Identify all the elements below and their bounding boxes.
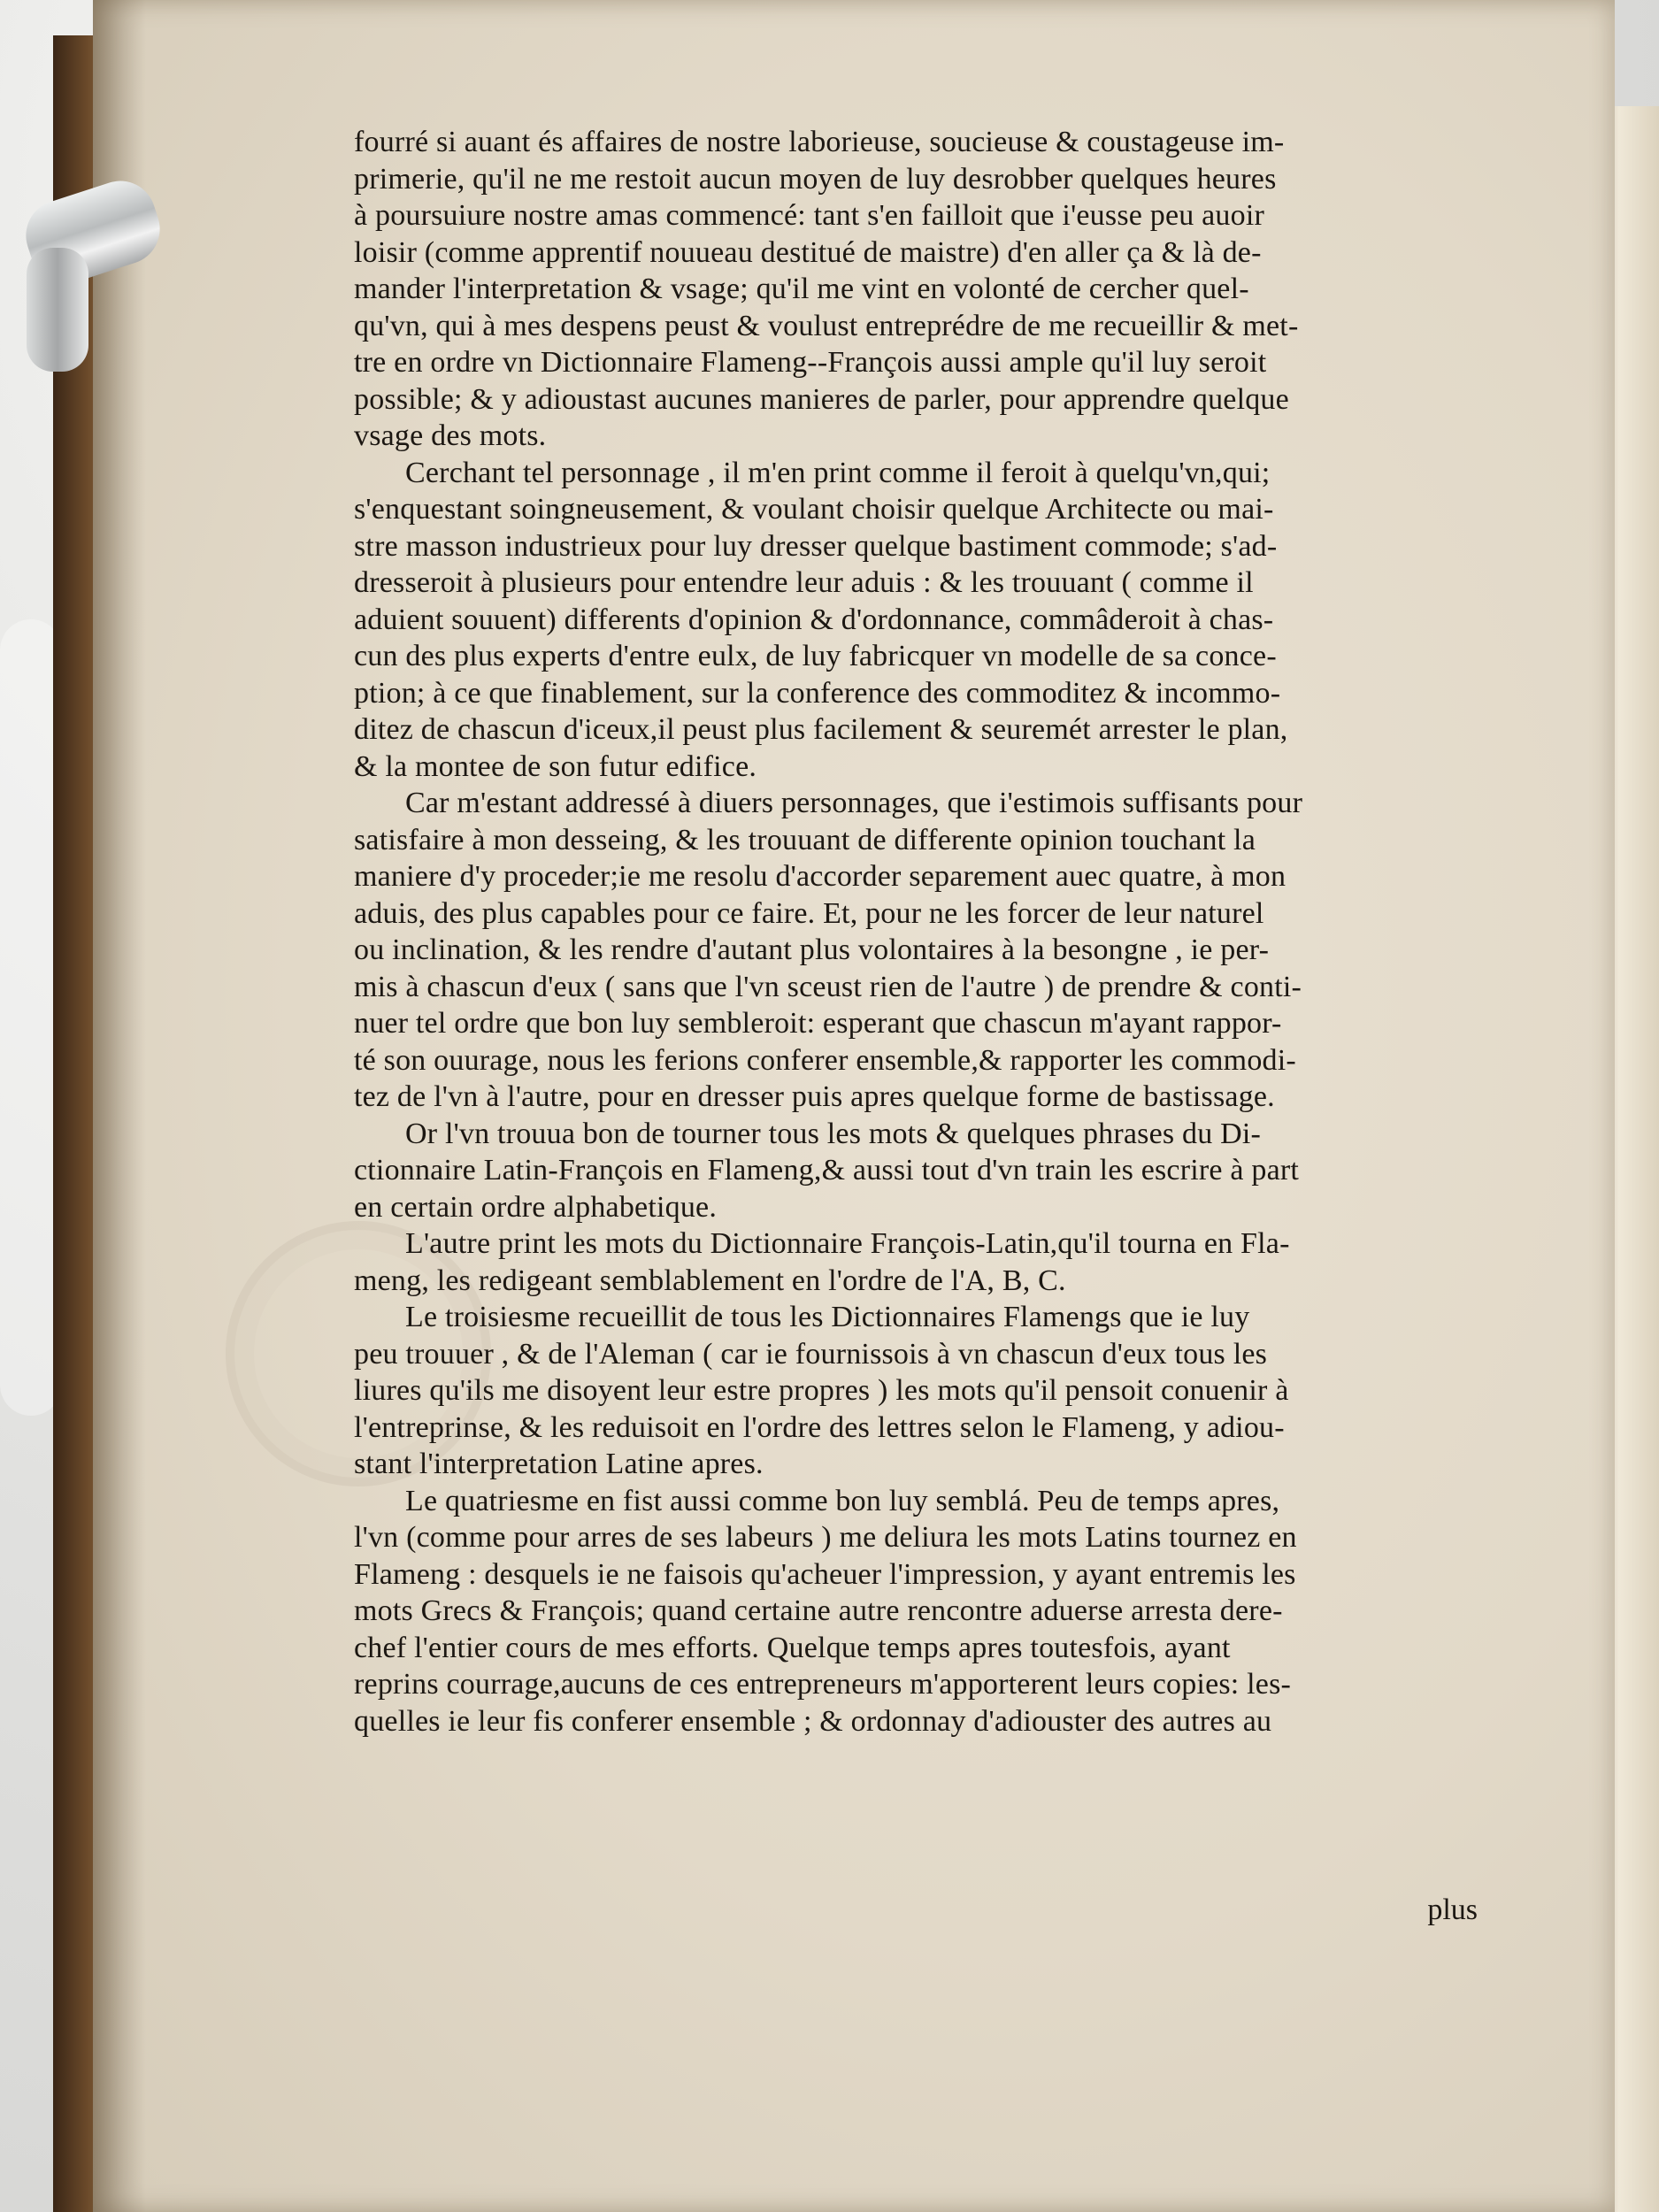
text-line: ctionnaire Latin-François en Flameng,& aussi tout d'vn train les escrire à part: [354, 1154, 1300, 1187]
text-line: Or l'vn trouua bon de tourner tous les mots & quelques phrases du Di-: [405, 1117, 1262, 1150]
text-line: ption; à ce que finablement, sur la conference des commoditez & incommo-: [354, 676, 1281, 710]
catchword: plus: [1427, 1893, 1478, 1926]
text-line: vsage des mots.: [354, 419, 547, 452]
text-line: dresseroit à plusieurs pour entendre leur aduis : & les trouuant ( comme il: [354, 566, 1254, 599]
text-line: qu'vn, qui à mes despens peust & voulust entreprédre de me recueillir & met-: [354, 309, 1299, 342]
text-line: à poursuiure nostre amas commencé: tant s'en failloit que i'eusse peu auoir: [354, 199, 1264, 232]
paragraph: [354, 455, 1478, 786]
text-line: L'autre print les mots du Dictionnaire François-Latin,qu'il tourna en Fla-: [405, 1227, 1290, 1260]
text-line: mots Grecs & François; quand certaine autre rencontre aduerse arresta dere-: [354, 1594, 1283, 1627]
text-line: nuer tel ordre que bon luy sembleroit: esperant que chascun m'ayant rappor-: [354, 1007, 1282, 1040]
paragraph: [354, 124, 1478, 455]
text-line: meng, les redigeant semblablement en l'ordre de l'A, B, C.: [354, 1263, 1066, 1297]
text-line: & la montee de son futur edifice.: [354, 749, 757, 783]
paragraph: [354, 1225, 1478, 1299]
paragraph: [354, 785, 1478, 1116]
text-line: Le troisiesme recueillit de tous les Dictionnaires Flamengs que ie luy: [405, 1301, 1250, 1333]
paragraph: [354, 1116, 1478, 1226]
text-line: satisfaire à mon desseing, & les trouuant de differente opinion touchant la: [354, 823, 1256, 856]
text-line: quelles ie leur fis conferer ensemble ; & ordonnay d'adiouster des autres au: [354, 1704, 1272, 1738]
text-line: s'enquestant soingneusement, & voulant choisir quelque Architecte ou mai-: [354, 493, 1274, 526]
text-line: Car m'estant addressé à diuers personnages, que i'estimois suffisants pour: [405, 787, 1303, 819]
text-line: Cerchant tel personnage , il m'en print comme il feroit à quelqu'vn,qui;: [405, 456, 1271, 489]
text-line: l'entreprinse, & les reduisoit en l'ordre des lettres selon le Flameng, y adiou-: [354, 1410, 1285, 1444]
text-line: Le quatriesme en fist aussi comme bon luy semblá. Peu de temps apres,: [405, 1484, 1280, 1517]
paragraph: [354, 1483, 1478, 1740]
text-line: tre en ordre vn Dictionnaire Flameng--François aussi ample qu'il luy seroit: [354, 346, 1267, 379]
text-line: possible; & y adioustast aucunes manieres de parler, pour apprendre quelque: [354, 382, 1289, 416]
text-line: chef l'entier cours de mes efforts. Quelque temps apres toutesfois, ayant: [354, 1631, 1231, 1664]
text-line: en certain ordre alphabetique.: [354, 1190, 718, 1224]
ribbon-cord: [27, 248, 88, 372]
text-line: ou inclination, & les rendre d'autant plus volontaires à la besongne , ie per-: [354, 933, 1270, 966]
text-line: tez de l'vn à l'autre, pour en dresser puis apres quelque forme de bastissage.: [354, 1080, 1275, 1113]
text-line: aduis, des plus capables pour ce faire. Et, pour ne les forcer de leur naturel: [354, 896, 1264, 930]
text-line: primerie, qu'il ne me restoit aucun moyen de luy desrobber quelques heures: [354, 162, 1277, 196]
text-line: mis à chascun d'eux ( sans que l'vn sceust rien de l'autre ) de prendre & conti-: [354, 970, 1302, 1003]
text-line: fourré si auant és affaires de nostre laborieuse, soucieuse & coustageuse im-: [354, 126, 1285, 158]
text-line: té son ouurage, nous les ferions conferer ensemble,& rapporter les commodi-: [354, 1043, 1296, 1077]
text-line: ditez de chascun d'iceux,il peust plus facilement & seuremét arrester le plan,: [354, 713, 1288, 746]
text-line: l'vn (comme pour arres de ses labeurs ) me deliura les mots Latins tournez en: [354, 1521, 1297, 1554]
paragraph: [354, 1299, 1478, 1483]
page-text: [354, 124, 1478, 1740]
text-line: liures qu'ils me disoyent leur estre propres ) les mots qu'il pensoit conuenir à: [354, 1374, 1289, 1407]
text-line: stre masson industrieux pour luy dresser quelque bastiment commode; s'ad-: [354, 529, 1278, 563]
text-line: Flameng : desquels ie ne faisois qu'acheuer l'impression, y ayant entremis les: [354, 1557, 1296, 1591]
text-line: maniere d'y proceder;ie me resolu d'accorder separement auec quatre, à mon: [354, 860, 1286, 893]
text-line: stant l'interpretation Latine apres.: [354, 1448, 764, 1480]
text-line: aduient souuent) differents d'opinion & d'ordonnance, commâderoit à chas-: [354, 603, 1274, 636]
page-gutter-shadow: [93, 0, 146, 2212]
text-line: peu trouuer , & de l'Aleman ( car ie fournissois à vn chascun d'eux tous les: [354, 1337, 1268, 1371]
text-line: mander l'interpretation & vsage; qu'il me vint en volonté de cercher quel-: [354, 273, 1249, 305]
text-line: cun des plus experts d'entre eulx, de luy fabricquer vn modelle de sa conce-: [354, 640, 1277, 672]
text-line: loisir (comme apprentif nouueau destitué de maistre) d'en aller ça & là de-: [354, 235, 1262, 269]
text-line: reprins courrage,aucuns de ces entrepreneurs m'apporterent leurs copies: les-: [354, 1668, 1292, 1701]
